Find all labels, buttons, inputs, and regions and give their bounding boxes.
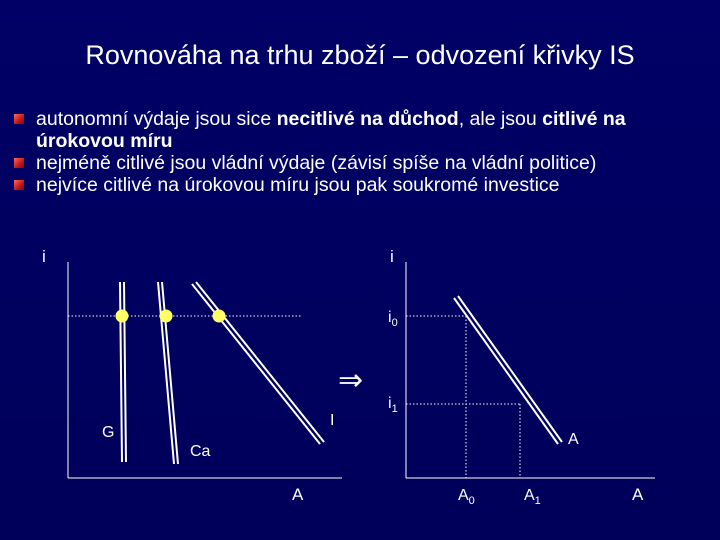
i-curve <box>192 282 324 444</box>
a0-label: $A_0$ <box>458 487 475 507</box>
bullet-bold-insensitive: necitlivé na důchod <box>276 108 459 130</box>
left-y-axis-label: i <box>42 247 46 266</box>
bullet-bold-sensitive: citlivé na úrokovou míru <box>36 108 626 152</box>
bullet-text-mid: , ale jsou <box>458 108 543 130</box>
left-x-axis-label: A <box>292 485 304 504</box>
ca-point <box>160 310 173 323</box>
ca-curve-label: Ca <box>190 443 211 460</box>
bullet-text: nejvíce citlivé na úrokovou míru jsou pak soukromé investice <box>36 174 560 196</box>
g-point <box>116 310 129 323</box>
bullet-text-pre: autonomní výdaje jsou sice <box>36 108 277 130</box>
bullet-text: nejméně citlivé jsou vládní výdaje (závisí spíše na vládní politice) <box>36 152 597 174</box>
i-point <box>213 310 226 323</box>
right-y-axis-label: i <box>390 247 394 266</box>
slide-title: Rovnováha na trhu zboží – odvození křivky IS <box>85 40 635 70</box>
a-curve-label: A <box>568 431 579 448</box>
i-curve-label: I <box>330 412 335 429</box>
right-x-axis-label: A <box>632 485 644 504</box>
implies-arrow-icon: ⇒ <box>338 364 364 397</box>
a1-label: $A_1$ <box>524 487 541 507</box>
a-curve <box>454 296 562 444</box>
i1-label: $i_1$ <box>388 395 398 415</box>
g-curve <box>120 282 126 462</box>
i0-label: $i_0$ <box>388 309 398 329</box>
ca-curve <box>158 282 178 464</box>
g-curve-label: G <box>102 424 115 441</box>
